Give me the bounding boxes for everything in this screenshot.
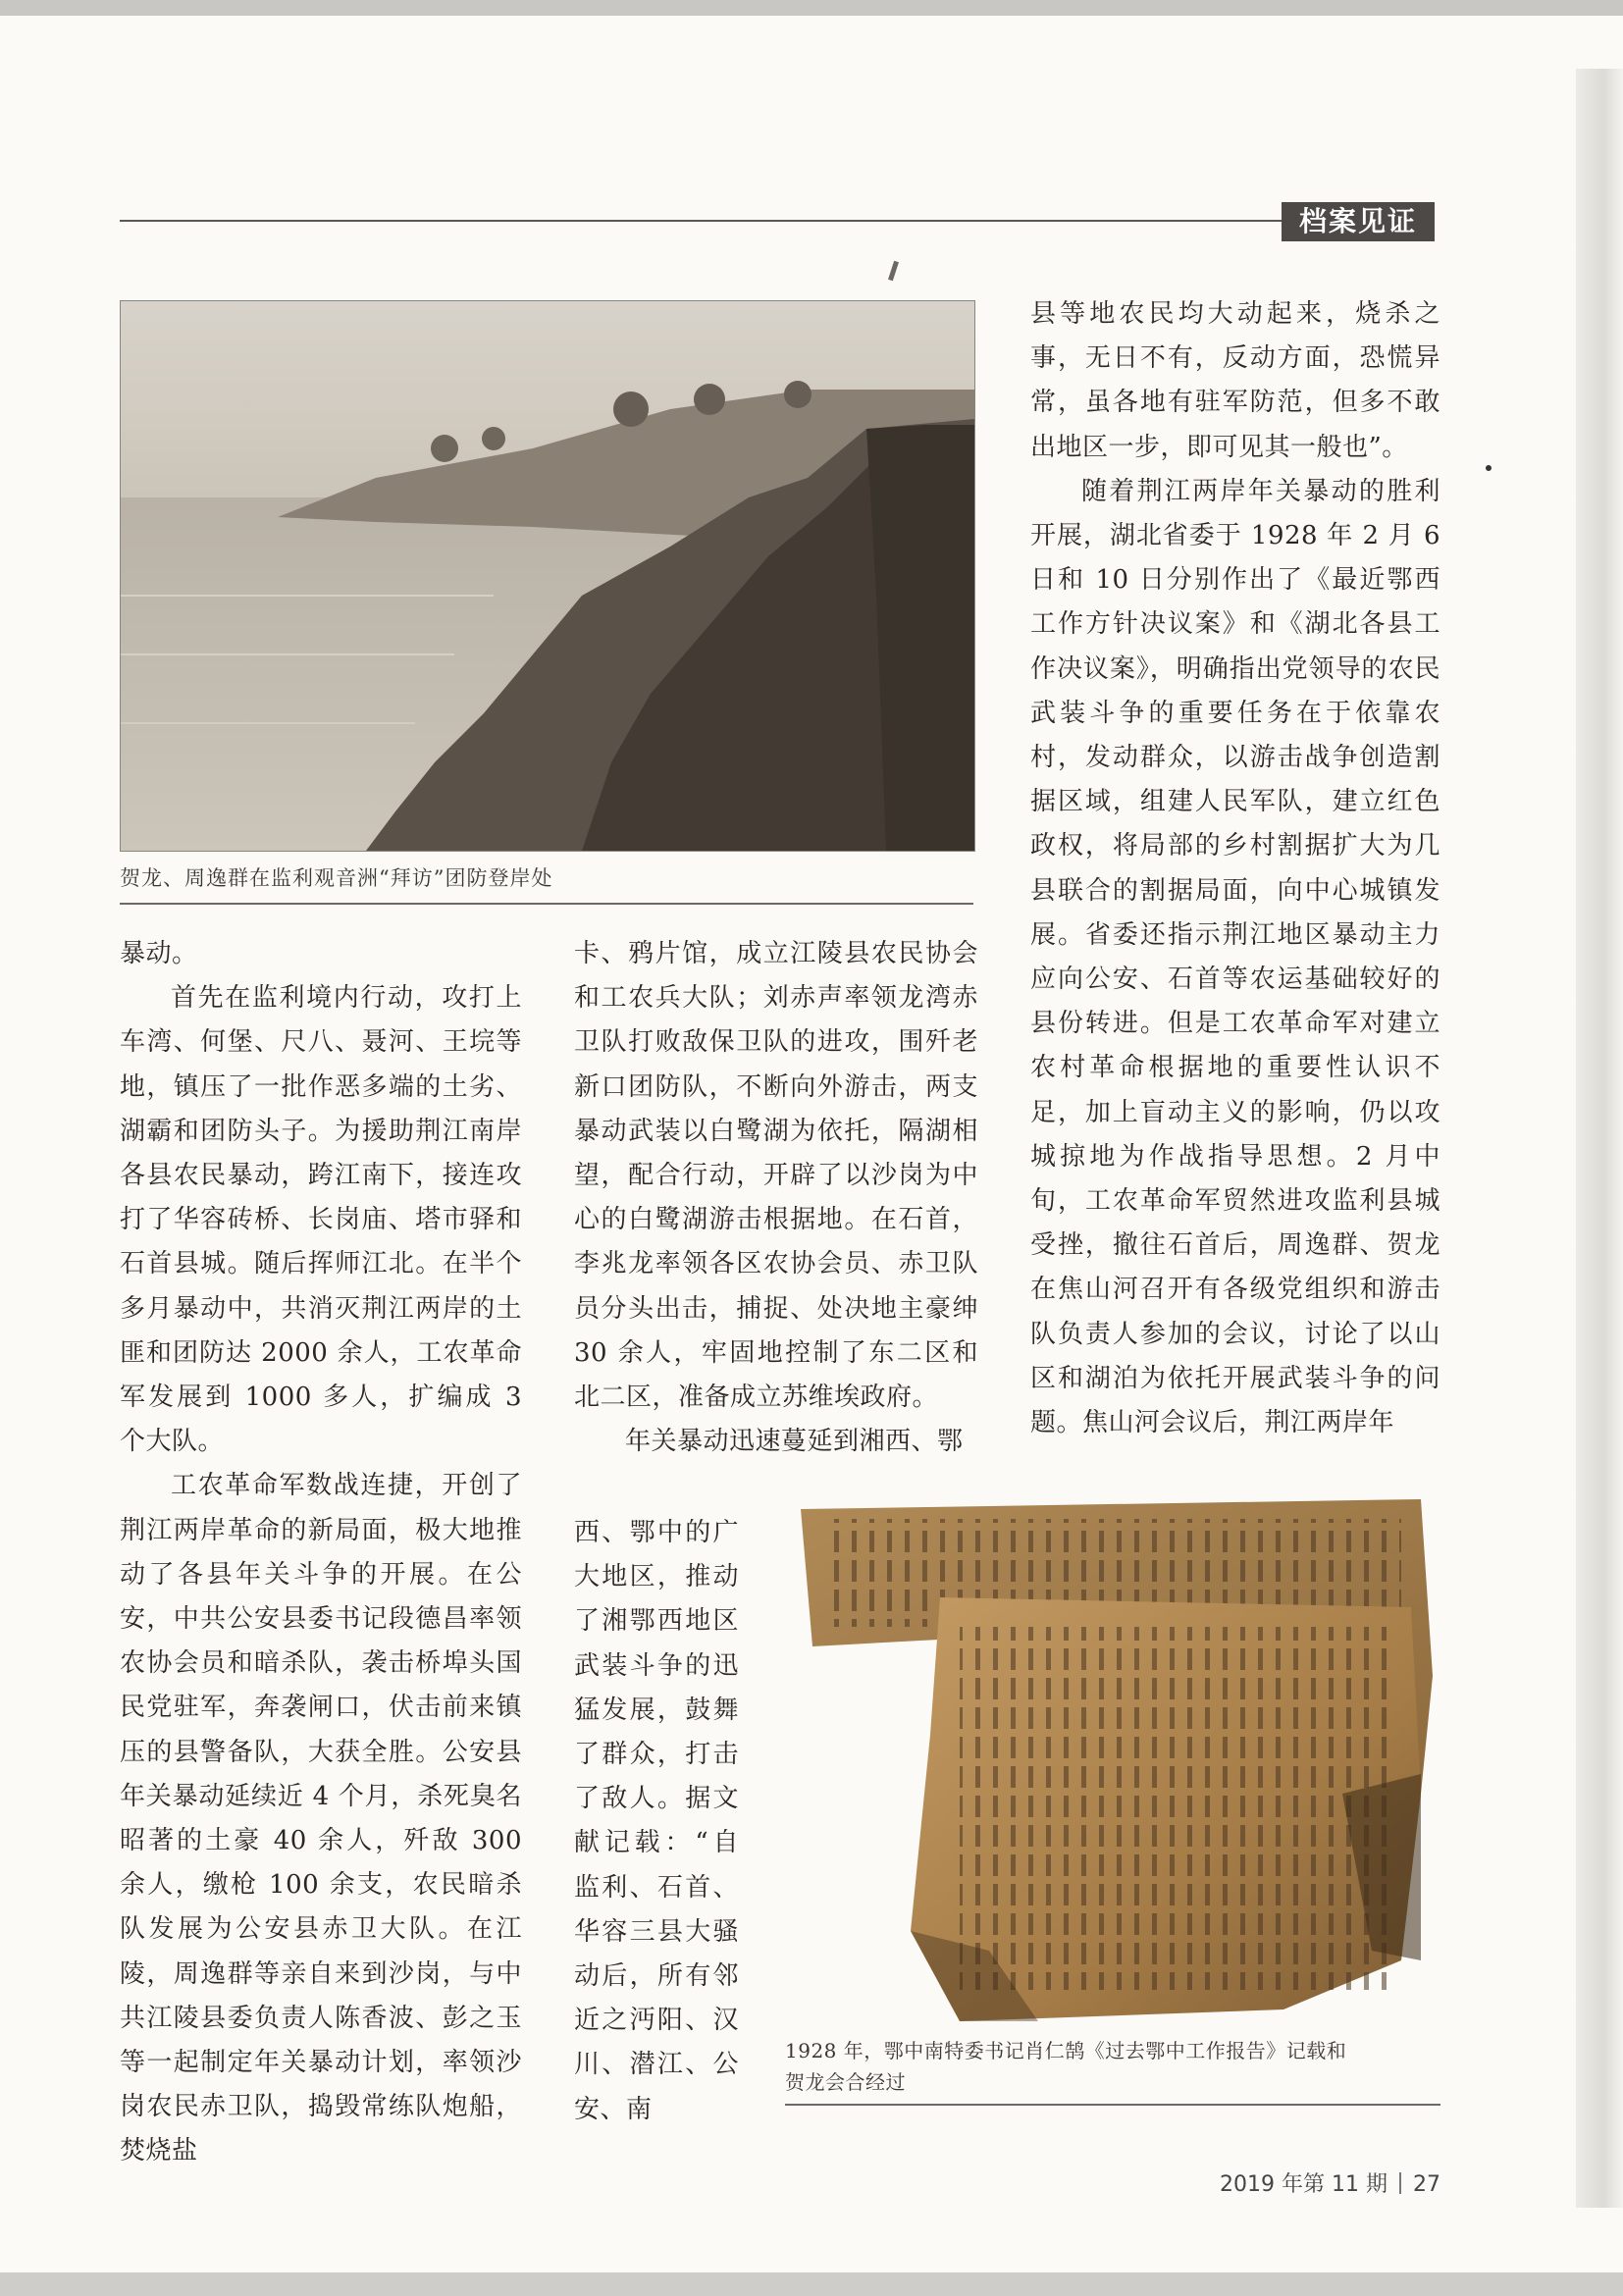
article-column-b-narrow	[574, 1511, 739, 2132]
section-tag: 档案见证	[1282, 202, 1435, 241]
article-column-a	[120, 932, 522, 2174]
report-caption-line-1: 1928 年，鄂中南特委书记肖仁鹄《过去鄂中工作报告》记载和	[785, 2039, 1347, 2062]
caption-rule	[120, 903, 973, 905]
page-number: 27	[1413, 2172, 1440, 2197]
footer-divider	[1399, 2172, 1401, 2194]
page-footer	[1217, 2168, 1440, 2202]
report-document-photo	[793, 1499, 1440, 2021]
scan-bottom-border	[0, 2272, 1623, 2296]
paragraph: 首先在监利境内行动，攻打上车湾、何堡、尺八、聂河、王垸等地，镇压了一批作恶多端的土劣、湖霸和团防头子。为援助荆江南岸各县农民暴动，跨江南下，接连攻打了华容砖桥、长岗庙、塔市驿和石首县城。随后挥师江北。在半个多月暴动中，共消灭荆江两岸的土匪和团防达 2000 余人，工农革命军发展到 1000 多人，扩编成 3 个大队。	[120, 983, 522, 1457]
report-caption-line-2: 贺龙会合经过	[785, 2070, 906, 2094]
scan-page-edge	[1576, 69, 1623, 2208]
paragraph: 年关暴动迅速蔓延到湘西、鄂	[625, 1427, 964, 1457]
riverbank-photo	[120, 300, 975, 852]
issue-label: 2019 年第 11 期	[1220, 2172, 1387, 2197]
paragraph: 随着荆江两岸年关暴动的胜利开展，湖北省委于 1928 年 2 月 6 日和 10 日分别作出了《最近鄂西工作方针决议案》和《湖北各县工作决议案》，明确指出党领导的农民武装斗争的重要任务在于依靠农村，发动群众，以游击战争创造割据区域，组建人民军队，建立红色政权，将局部的乡村割据扩大为几县联合的割据局面，向中心城镇发展。省委还指示荆江地区暴动主力应向公安、石首等农运基础较好的县份转进。但是工农革命军对建立农村革命根据地的重要性认识不足，加上盲动主义的影响，仍以攻城掠地为作战指导思想。2 月中旬，工农革命军贸然进攻监利县城受挫，撤往石首后，周逸群、贺龙在焦山河召开有各级党组织和游击队负责人参加的会议，讨论了以山区和湖泊为依托开展武装斗争的问题。焦山河会议后，荆江两岸年	[1030, 476, 1440, 1438]
caption-rule	[785, 2104, 1440, 2106]
riverbank-photo-caption: 贺龙、周逸群在监利观音洲“拜访”团防登岸处	[120, 866, 553, 890]
article-column-b	[574, 932, 978, 1464]
paragraph: 工农革命军数战连捷，开创了荆江两岸革命的新局面，极大地推动了各县年关斗争的开展。在公安，中共公安县委书记段德昌率领农协会员和暗杀队，袭击桥埠头国民党驻军，奔袭闸口，伏击前来镇压的县警备队，大获全胜。公安县年关暴动延续近 4 个月，杀死臭名昭著的土豪 40 余人，歼敌 300 余人，缴枪 100 余支，农民暗杀队发展为公安县赤卫大队。在江陵，周逸群等亲自来到沙岗，与中共江陵县委负责人陈香波、彭之玉等一起制定年关暴动计划，率领沙岗农民赤卫队，捣毁常练队炮船，焚烧盐	[120, 1471, 522, 2166]
scan-dot	[1486, 465, 1492, 471]
report-document-caption	[785, 2035, 1440, 2098]
scan-speck	[888, 261, 899, 282]
paragraph: 卡、鸦片馆，成立江陵县农民协会和工农兵大队；刘赤声率领龙湾赤卫队打败敌保卫队的进攻，围歼老新口团防队，不断向外游击，两支暴动武装以白鹭湖为依托，隔湖相望，配合行动，开辟了以沙岗为中心的白鹭湖游击根据地。在石首，李兆龙率领各区农协会员、赤卫队员分头出击，捕捉、处决地主豪绅 30 余人，牢固地控制了东二区和北二区，准备成立苏维埃政府。	[574, 939, 978, 1413]
header-rule	[120, 220, 1282, 222]
paragraph: 县等地农民均大动起来，烧杀之事，无日不有，反动方面，恐慌异常，虽各地有驻军防范，但多不敢出地区一步，即可见其一般也”。	[1030, 299, 1440, 462]
paragraph: 西、鄂中的广大地区，推动了湘鄂西地区武装斗争的迅猛发展，鼓舞了群众，打击了敌人。据文献记载：“自监利、石首、华容三县大骚动后，所有邻近之沔阳、汉川、潜江、公安、南	[574, 1518, 739, 2124]
paragraph: 暴动。	[120, 939, 198, 968]
article-column-c	[1030, 292, 1440, 1445]
scan-top-border	[0, 0, 1623, 16]
